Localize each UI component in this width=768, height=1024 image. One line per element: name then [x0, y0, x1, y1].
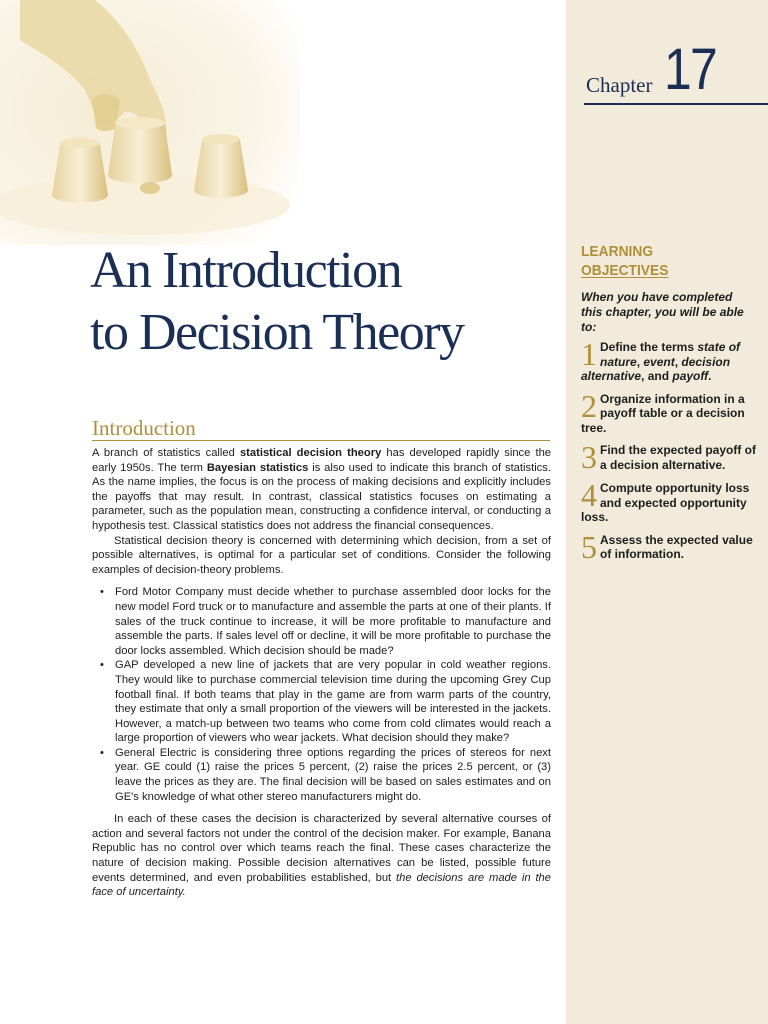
- paragraph-3: [92, 812, 551, 900]
- header-image-hand-cups: [0, 0, 300, 245]
- chapter-label: Chapter: [586, 73, 653, 97]
- lo-text: Define the terms: [600, 340, 698, 354]
- lo-term: event: [643, 354, 675, 369]
- chapter-title: [90, 240, 560, 364]
- chapter-heading: [584, 38, 768, 104]
- lo-term: decision alternative: [581, 354, 731, 383]
- key-term: statistical decision theory: [239, 447, 382, 459]
- lo-text: Assess the expected value of information.: [600, 532, 753, 561]
- lo-text: .: [708, 369, 712, 383]
- chapter-number: 17: [664, 37, 717, 102]
- body-text: [92, 446, 551, 900]
- learning-objectives-intro: When you have completed this chapter, you will be able to:: [581, 290, 744, 334]
- lo-term: state of nature: [600, 340, 741, 369]
- lo-number: 3: [581, 439, 597, 475]
- text-run: In each of these cases the decision is characterized by several alternative courses of action and several factors not under the control of the decision maker. For example, Banana Republic has no control over which teams reach the final. These cases characterize the nature of decision making. Possible decision alternatives can be listed, possible future events determined, and even probabilities established, but: [92, 813, 551, 884]
- lo-item-2: [581, 387, 761, 436]
- section-heading-introduction: Introduction: [92, 416, 196, 440]
- title-line-2: to Decision Theory: [90, 304, 464, 361]
- lo-item-1: [581, 336, 761, 384]
- section-rule: [92, 440, 550, 441]
- emphasis-text: the decisions are made in the face of uncertainty.: [92, 871, 551, 899]
- lo-text: ,: [636, 354, 644, 369]
- text-run: is also used to indicate this branch of statistics. As the name implies, the focus is on the process of making decisions and explicitly includes the payoffs that may result. In contrast, classical statistics focuses on estimating a parameter, such as the population mean, constructing a confidence interval, or conducting a hypothesis test. Classical statistics does not address the financial consequences.: [92, 461, 551, 532]
- list-item: • GAP developed a new line of jackets that are very popular in cold weather regions. They would like to purchase commercial television time during the upcoming Grey Cup football final. If both teams that play in the game are from warm parts of the country, they estimate that only a small proportion of the viewers will be interested in the jackets. However, a match-up between two teams who come from cold climates would reach a large proportion of viewers who wear jackets. What decision should they make?: [92, 658, 551, 746]
- chapter-rule: [584, 103, 768, 105]
- lo-text: Organize information in a payoff table or a decision tree.: [581, 391, 745, 435]
- lo-term: payoff: [672, 369, 709, 383]
- learning-objectives-heading: [581, 242, 747, 280]
- lo-text: Compute opportunity loss and expected opportunity loss.: [581, 481, 750, 524]
- lo-item-5: [581, 528, 761, 565]
- lo-text: ,: [674, 354, 682, 369]
- lo-item-3: [581, 439, 761, 475]
- lo-text: , and: [641, 369, 673, 383]
- list-item: • Ford Motor Company must decide whether to purchase assembled door locks for the new model Ford truck or to manufacture and assemble the parts at one of their plants. If sales of the truck continue to increase, it will be more profitable to manufacture and assemble the parts. If sales level off or decline, it will be more profitable to purchase the door locks assembled. Which decision should be made?: [92, 585, 551, 658]
- text-run: has developed rapidly since the early 1950s. The term: [92, 447, 552, 474]
- paragraph-1: [92, 446, 551, 534]
- lo-item-4: [581, 477, 761, 525]
- list-item: • General Electric is considering three options regarding the prices of stereos for next year. GE could (1) raise the prices 5 percent, (2) raise the prices 2.5 percent, or (3) leave the prices as they are. The final decision will be based on sales estimates and on GE's knowledge of what other stereo manufacturers might do.: [92, 746, 551, 804]
- examples-list: [92, 585, 551, 804]
- lo-heading-line2: OBJECTIVES: [581, 262, 669, 279]
- lo-heading-line1: LEARNING: [581, 243, 654, 260]
- title-line-1: An Introduction: [90, 242, 402, 299]
- lo-text: Find the expected payoff of a decision alternative.: [600, 443, 757, 472]
- lo-number: 4: [581, 477, 597, 513]
- lo-number: 1: [581, 336, 597, 372]
- lo-number: 2: [581, 387, 597, 424]
- text-run: A branch of statistics called: [92, 447, 240, 459]
- paragraph-2: Statistical decision theory is concerned with determining which decision, from a set of possible alternatives, is optimal for a particular set of conditions. Consider the following examples of decision-theory problems.: [92, 534, 551, 576]
- learning-objectives-list: [581, 336, 761, 571]
- lo-number: 5: [581, 528, 597, 565]
- key-term: Bayesian statistics: [206, 461, 309, 474]
